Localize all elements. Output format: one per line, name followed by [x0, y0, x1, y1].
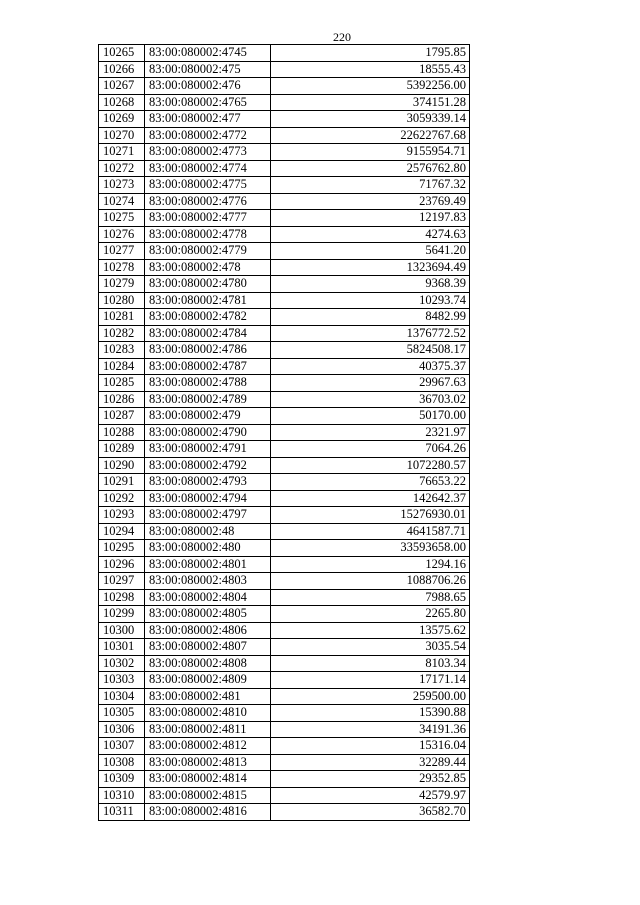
row-number-cell: 10295: [99, 540, 145, 557]
cadastral-number-cell: 83:00:080002:477: [145, 111, 271, 128]
value-cell: 23769.49: [271, 193, 470, 210]
table-row: [99, 540, 470, 557]
row-number-cell: 10301: [99, 639, 145, 656]
row-number-cell: 10311: [99, 804, 145, 821]
cadastral-number-cell: 83:00:080002:480: [145, 540, 271, 557]
cadastral-number-cell: 83:00:080002:4776: [145, 193, 271, 210]
table-row: [99, 127, 470, 144]
value-cell: 3035.54: [271, 639, 470, 656]
cadastral-number-cell: 83:00:080002:4777: [145, 210, 271, 227]
row-number-cell: 10297: [99, 573, 145, 590]
table-row: [99, 771, 470, 788]
row-number-cell: 10307: [99, 738, 145, 755]
value-cell: 9368.39: [271, 276, 470, 293]
row-number-cell: 10290: [99, 457, 145, 474]
value-cell: 9155954.71: [271, 144, 470, 161]
row-number-cell: 10275: [99, 210, 145, 227]
cadastral-number-cell: 83:00:080002:4784: [145, 325, 271, 342]
value-cell: 36582.70: [271, 804, 470, 821]
value-cell: 1376772.52: [271, 325, 470, 342]
value-cell: 2321.97: [271, 424, 470, 441]
row-number-cell: 10277: [99, 243, 145, 260]
row-number-cell: 10303: [99, 672, 145, 689]
value-cell: 22622767.68: [271, 127, 470, 144]
row-number-cell: 10281: [99, 309, 145, 326]
value-cell: 1088706.26: [271, 573, 470, 590]
cadastral-number-cell: 83:00:080002:48: [145, 523, 271, 540]
cadastral-number-cell: 83:00:080002:4791: [145, 441, 271, 458]
table-row: [99, 292, 470, 309]
table-row: [99, 688, 470, 705]
row-number-cell: 10285: [99, 375, 145, 392]
value-cell: 1072280.57: [271, 457, 470, 474]
row-number-cell: 10292: [99, 490, 145, 507]
row-number-cell: 10283: [99, 342, 145, 359]
row-number-cell: 10300: [99, 622, 145, 639]
row-number-cell: 10289: [99, 441, 145, 458]
value-cell: 4274.63: [271, 226, 470, 243]
cadastral-number-cell: 83:00:080002:4788: [145, 375, 271, 392]
cadastral-number-cell: 83:00:080002:4745: [145, 45, 271, 62]
cadastral-number-cell: 83:00:080002:4772: [145, 127, 271, 144]
value-cell: 36703.02: [271, 391, 470, 408]
table-row: [99, 474, 470, 491]
value-cell: 4641587.71: [271, 523, 470, 540]
cadastral-number-cell: 83:00:080002:4790: [145, 424, 271, 441]
cadastral-number-cell: 83:00:080002:4765: [145, 94, 271, 111]
table-row: [99, 589, 470, 606]
table-row: [99, 804, 470, 821]
cadastral-number-cell: 83:00:080002:476: [145, 78, 271, 95]
value-cell: 29967.63: [271, 375, 470, 392]
value-cell: 76653.22: [271, 474, 470, 491]
cadastral-number-cell: 83:00:080002:4782: [145, 309, 271, 326]
table-row: [99, 457, 470, 474]
cadastral-number-cell: 83:00:080002:479: [145, 408, 271, 425]
cadastral-number-cell: 83:00:080002:4775: [145, 177, 271, 194]
value-cell: 71767.32: [271, 177, 470, 194]
cadastral-value-table: [98, 44, 470, 821]
table-row: [99, 375, 470, 392]
row-number-cell: 10291: [99, 474, 145, 491]
value-cell: 40375.37: [271, 358, 470, 375]
row-number-cell: 10293: [99, 507, 145, 524]
value-cell: 1323694.49: [271, 259, 470, 276]
table-row: [99, 787, 470, 804]
table-row: [99, 606, 470, 623]
row-number-cell: 10274: [99, 193, 145, 210]
row-number-cell: 10296: [99, 556, 145, 573]
row-number-cell: 10271: [99, 144, 145, 161]
value-cell: 142642.37: [271, 490, 470, 507]
table-row: [99, 507, 470, 524]
cadastral-number-cell: 83:00:080002:481: [145, 688, 271, 705]
cadastral-number-cell: 83:00:080002:4810: [145, 705, 271, 722]
cadastral-number-cell: 83:00:080002:475: [145, 61, 271, 78]
cadastral-number-cell: 83:00:080002:4778: [145, 226, 271, 243]
table-row: [99, 573, 470, 590]
value-cell: 374151.28: [271, 94, 470, 111]
row-number-cell: 10286: [99, 391, 145, 408]
cadastral-number-cell: 83:00:080002:4773: [145, 144, 271, 161]
cadastral-number-cell: 83:00:080002:4774: [145, 160, 271, 177]
cadastral-number-cell: 83:00:080002:4806: [145, 622, 271, 639]
row-number-cell: 10268: [99, 94, 145, 111]
cadastral-number-cell: 83:00:080002:4779: [145, 243, 271, 260]
row-number-cell: 10310: [99, 787, 145, 804]
value-cell: 259500.00: [271, 688, 470, 705]
cadastral-number-cell: 83:00:080002:4780: [145, 276, 271, 293]
table-row: [99, 639, 470, 656]
value-cell: 12197.83: [271, 210, 470, 227]
table-row: [99, 94, 470, 111]
cadastral-number-cell: 83:00:080002:4801: [145, 556, 271, 573]
value-cell: 7064.26: [271, 441, 470, 458]
row-number-cell: 10305: [99, 705, 145, 722]
table-row: [99, 490, 470, 507]
value-cell: 33593658.00: [271, 540, 470, 557]
row-number-cell: 10302: [99, 655, 145, 672]
table-row: [99, 391, 470, 408]
table-row: [99, 144, 470, 161]
value-cell: 8482.99: [271, 309, 470, 326]
table-row: [99, 342, 470, 359]
table-row: [99, 738, 470, 755]
table-row: [99, 441, 470, 458]
row-number-cell: 10308: [99, 754, 145, 771]
table-row: [99, 754, 470, 771]
value-cell: 5824508.17: [271, 342, 470, 359]
value-cell: 2265.80: [271, 606, 470, 623]
table-row: [99, 622, 470, 639]
row-number-cell: 10288: [99, 424, 145, 441]
cadastral-number-cell: 83:00:080002:4789: [145, 391, 271, 408]
cadastral-number-cell: 83:00:080002:4794: [145, 490, 271, 507]
table-row: [99, 226, 470, 243]
table-row: [99, 424, 470, 441]
cadastral-number-cell: 83:00:080002:4786: [145, 342, 271, 359]
cadastral-number-cell: 83:00:080002:4797: [145, 507, 271, 524]
row-number-cell: 10287: [99, 408, 145, 425]
table-row: [99, 193, 470, 210]
table-row: [99, 672, 470, 689]
row-number-cell: 10272: [99, 160, 145, 177]
cadastral-number-cell: 83:00:080002:4781: [145, 292, 271, 309]
value-cell: 50170.00: [271, 408, 470, 425]
cadastral-number-cell: 83:00:080002:4809: [145, 672, 271, 689]
value-cell: 7988.65: [271, 589, 470, 606]
table-row: [99, 408, 470, 425]
cadastral-number-cell: 83:00:080002:4805: [145, 606, 271, 623]
cadastral-number-cell: 83:00:080002:4804: [145, 589, 271, 606]
value-cell: 3059339.14: [271, 111, 470, 128]
row-number-cell: 10294: [99, 523, 145, 540]
row-number-cell: 10279: [99, 276, 145, 293]
table-row: [99, 78, 470, 95]
table-row: [99, 259, 470, 276]
value-cell: 32289.44: [271, 754, 470, 771]
row-number-cell: 10280: [99, 292, 145, 309]
value-cell: 15276930.01: [271, 507, 470, 524]
cadastral-number-cell: 83:00:080002:4816: [145, 804, 271, 821]
cadastral-number-cell: 83:00:080002:4792: [145, 457, 271, 474]
cadastral-number-cell: 83:00:080002:4812: [145, 738, 271, 755]
table-row: [99, 61, 470, 78]
table-row: [99, 210, 470, 227]
table-row: [99, 325, 470, 342]
table-row: [99, 358, 470, 375]
cadastral-number-cell: 83:00:080002:4787: [145, 358, 271, 375]
value-cell: 18555.43: [271, 61, 470, 78]
table-body: [99, 45, 470, 821]
table-row: [99, 243, 470, 260]
table-row: [99, 705, 470, 722]
value-cell: 1294.16: [271, 556, 470, 573]
cadastral-number-cell: 83:00:080002:4811: [145, 721, 271, 738]
row-number-cell: 10284: [99, 358, 145, 375]
table-row: [99, 556, 470, 573]
cadastral-number-cell: 83:00:080002:4813: [145, 754, 271, 771]
row-number-cell: 10266: [99, 61, 145, 78]
row-number-cell: 10269: [99, 111, 145, 128]
cadastral-number-cell: 83:00:080002:4808: [145, 655, 271, 672]
cadastral-number-cell: 83:00:080002:4807: [145, 639, 271, 656]
value-cell: 1795.85: [271, 45, 470, 62]
table-row: [99, 655, 470, 672]
value-cell: 5392256.00: [271, 78, 470, 95]
cadastral-number-cell: 83:00:080002:478: [145, 259, 271, 276]
cadastral-number-cell: 83:00:080002:4803: [145, 573, 271, 590]
row-number-cell: 10304: [99, 688, 145, 705]
table-row: [99, 45, 470, 62]
row-number-cell: 10278: [99, 259, 145, 276]
table-row: [99, 111, 470, 128]
row-number-cell: 10298: [99, 589, 145, 606]
table-row: [99, 523, 470, 540]
row-number-cell: 10299: [99, 606, 145, 623]
row-number-cell: 10282: [99, 325, 145, 342]
value-cell: 34191.36: [271, 721, 470, 738]
row-number-cell: 10309: [99, 771, 145, 788]
row-number-cell: 10267: [99, 78, 145, 95]
value-cell: 29352.85: [271, 771, 470, 788]
value-cell: 15390.88: [271, 705, 470, 722]
page-number: 220: [333, 30, 351, 44]
row-number-cell: 10306: [99, 721, 145, 738]
cadastral-number-cell: 83:00:080002:4815: [145, 787, 271, 804]
value-cell: 42579.97: [271, 787, 470, 804]
value-cell: 8103.34: [271, 655, 470, 672]
value-cell: 10293.74: [271, 292, 470, 309]
row-number-cell: 10273: [99, 177, 145, 194]
value-cell: 17171.14: [271, 672, 470, 689]
value-cell: 2576762.80: [271, 160, 470, 177]
table-row: [99, 721, 470, 738]
row-number-cell: 10270: [99, 127, 145, 144]
row-number-cell: 10276: [99, 226, 145, 243]
table-row: [99, 276, 470, 293]
table-row: [99, 177, 470, 194]
value-cell: 5641.20: [271, 243, 470, 260]
cadastral-number-cell: 83:00:080002:4814: [145, 771, 271, 788]
table-row: [99, 309, 470, 326]
cadastral-number-cell: 83:00:080002:4793: [145, 474, 271, 491]
row-number-cell: 10265: [99, 45, 145, 62]
table-row: [99, 160, 470, 177]
value-cell: 13575.62: [271, 622, 470, 639]
value-cell: 15316.04: [271, 738, 470, 755]
